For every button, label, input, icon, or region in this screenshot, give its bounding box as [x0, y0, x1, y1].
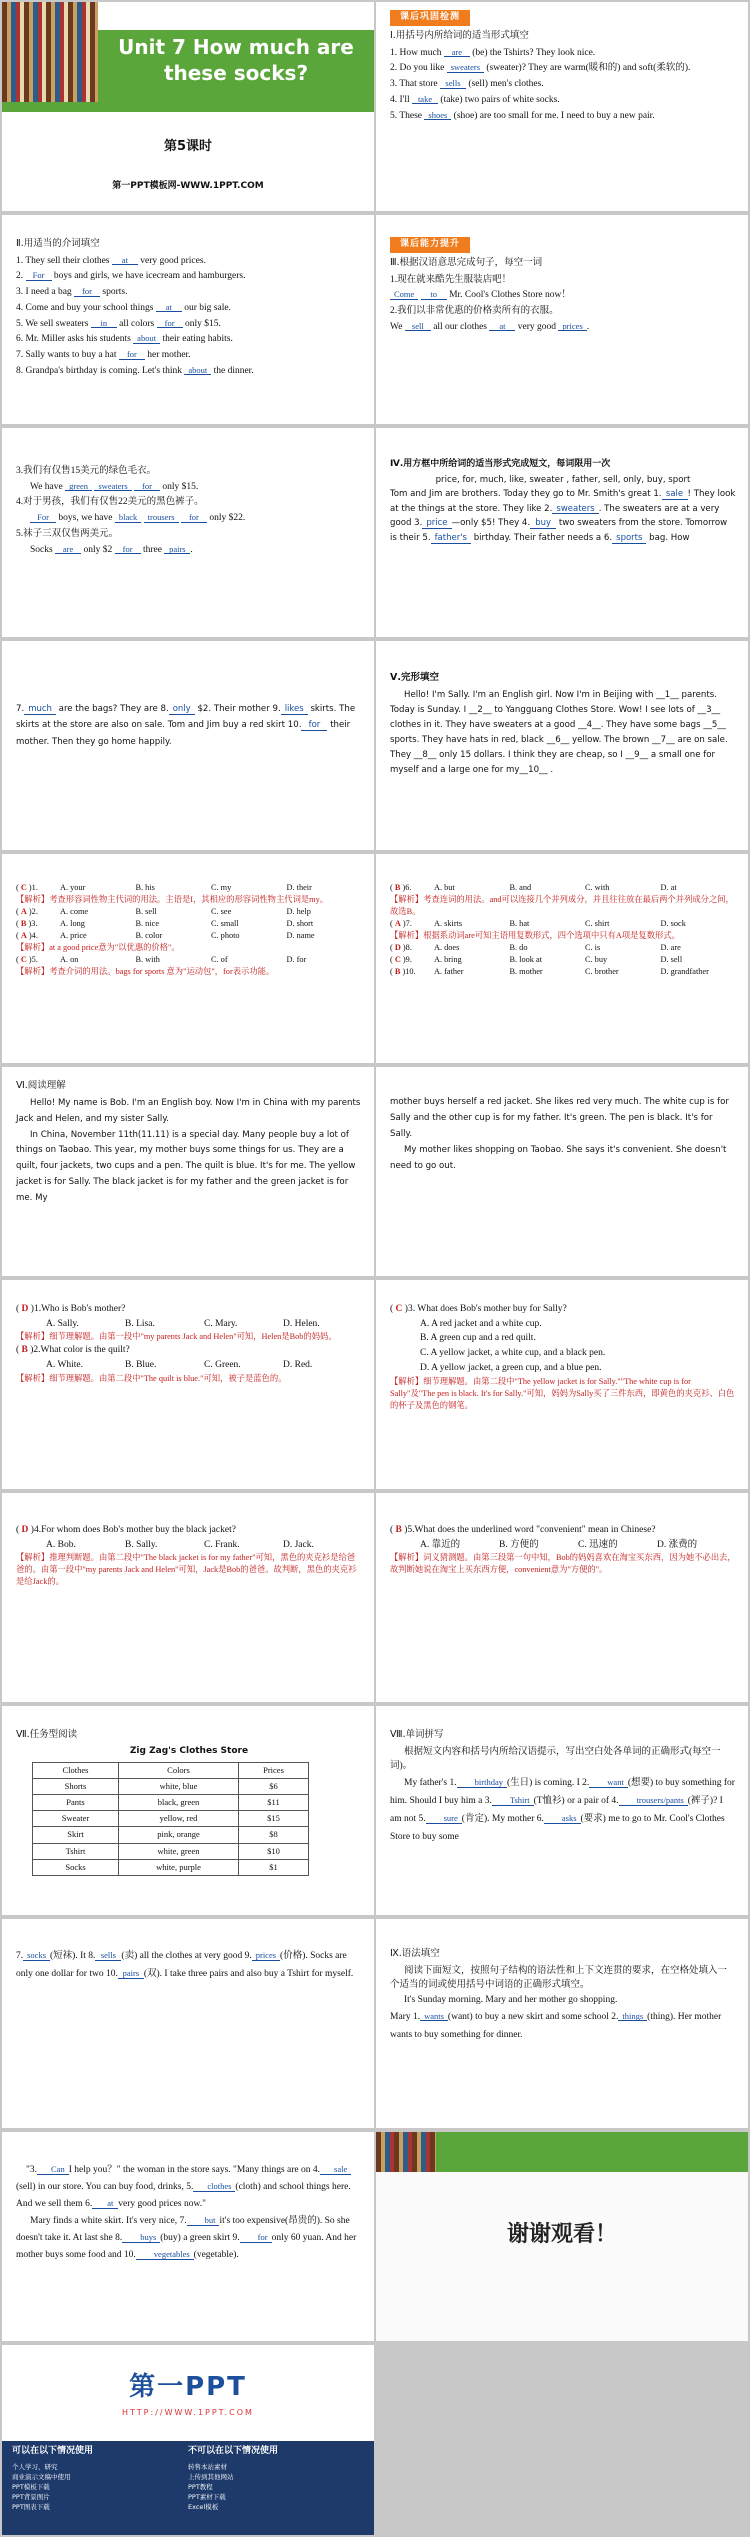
sentence-cn: 2.我们以非常优惠的价格卖所有的衣服。	[390, 306, 559, 317]
section-heading: Ⅰ.用括号内所给词的适当形式填空	[390, 29, 529, 41]
sentence-cn: 3.我们有仅售15美元的绿色毛衣。	[16, 466, 157, 476]
instructions: 阅读下面短文，按照句子结构的语法性和上下文连贯的要求，在空格处填入一个适当的词或使用括号中词语的正确形式填空。	[390, 1965, 728, 1991]
question: ( B )6. A. but B. and C. with D. at	[390, 883, 677, 892]
lesson-label: 第5课时	[163, 139, 213, 154]
question: ( A )7. A. skirts B. hat C. shirt D. sock	[390, 919, 686, 929]
table-row: Pants black, green $11	[33, 1795, 309, 1811]
sentence-en: We have green sweaters for only $15.	[30, 480, 199, 492]
bookshelf-image	[2, 2, 98, 102]
title: Unit 7 How much are these socks?	[118, 35, 354, 85]
passage: 7. socks (短袜). It 8. sells (卖) all the clothes at very good 9. prices (价格). Socks are only one dollar for two 10. pairs (双). I take three pairs and also buy a Tshirt for myself.	[16, 1950, 354, 1980]
question: ( B )5.What does the underlined word "convenient" mean in Chinese?	[390, 1525, 656, 1535]
title-band	[98, 30, 374, 112]
options: A. Sally. B. Lisa. C. Mary. D. Helen.	[46, 1318, 320, 1329]
slide-reading-q4	[2, 1493, 374, 1702]
question: ( D )1.Who is Bob's mother?	[16, 1304, 126, 1314]
explanation: 【解析】考查形容词性物主代词的用法。主语是I，其相应的形容词性物主代词是my。	[16, 895, 329, 905]
section-heading: Ⅷ.单词拼写	[390, 1729, 444, 1740]
options: A. Bob. B. Sally. C. Frank. D. Jack.	[46, 1539, 314, 1550]
options: A. White. B. Blue. C. Green. D. Red.	[46, 1360, 313, 1371]
list-item: 5. We sell sweaters in all colors for only $15.	[16, 317, 221, 329]
paragraph: In China, November 11th(11.11) is a special day. Many people buy a lot of things on Taobao. This year, my mother buys some things for us. They are a quilt, four jackets, two cups and a pen. The quilt is blue. It's for me. The yellow jacket is for Sally. The black jacket is for my father and the green jacket is for me. My	[16, 1129, 356, 1204]
slide-exercise-5	[376, 428, 748, 637]
explanation: 【解析】at a good price意为"以优惠的价格"。	[16, 943, 180, 953]
option: B. A green cup and a red quilt.	[420, 1333, 536, 1344]
section-heading: Ⅴ.完形填空	[390, 672, 439, 683]
banner: 课后巩固检测	[390, 10, 470, 26]
instructions: 根据短文内容和括号内所给汉语提示，写出空白处各单词的正确形式(每空一词)。	[390, 1746, 721, 1772]
explanation: 【解析】考查连词的用法。and可以连接几个并列成分，并且往往放在最后两个并列成分之间，故选B。	[390, 895, 734, 917]
question: ( B )10. A. father B. mother C. brother D. grandfather	[390, 967, 709, 977]
site-url: HTTP://WWW.1PPT.COM	[122, 2408, 254, 2418]
slide-reading-q1	[2, 1280, 374, 1489]
thanks-text: 谢谢观看！	[506, 2222, 617, 2247]
passage: Mary finds a white skirt. It's very nice, 7. but it's too expensive(昂贵的). So she doesn't take it. At last she 8. buys (buy) a green skirt 9. for only 60 yuan. And her mother buys some food and 10. vegetables (vegetable).	[16, 2215, 357, 2261]
section-heading: Ⅸ.语法填空	[390, 1948, 440, 1959]
list-item: 6. Mr. Miller asks his students about their eating habits.	[16, 333, 233, 345]
list-item: 7. Sally wants to buy a hat for her mother.	[16, 349, 191, 361]
question: ( B )2.What color is the quilt?	[16, 1345, 130, 1356]
explanation: 【解析】根据系动词are可知主语用复数形式，四个选项中只有A项是复数形式。	[390, 931, 680, 941]
explanation: 【解析】细节理解题。由第二段中"The quilt is blue."可知，被子是蓝色的。	[16, 1373, 287, 1383]
slide-exercise-4	[2, 428, 374, 637]
slide-title	[2, 2, 374, 211]
word-box: price, for, much, like, sweater , father, sell, only, buy, sport	[435, 474, 691, 485]
slide-exercise-5b	[2, 641, 374, 850]
slide-exercise-1	[376, 2, 748, 211]
table-caption: Zig Zag's Clothes Store	[129, 1745, 249, 1756]
question: ( A )2. A. come B. sell C. see D. help	[16, 907, 311, 917]
slide-ad	[2, 2345, 374, 2535]
slide-reading-q5	[376, 1493, 748, 1702]
list-item: 2. Do you like sweaters (sweater)? They are warm(暖和的) and soft(柔软的).	[390, 62, 691, 74]
passage: "3. Can I help you？" the woman in the store says. "Many things are on 4. sale(sell) in our store. You can buy food, drinks, 5. clothes (cloth) and school things here. And we sell them 6. at very good prices now."	[16, 2164, 351, 2210]
usage-panel: 可以在以下情况使用 个人学习、研究 商业演示文稿中使用 PPT模板下载 PPT背景图片 PPT图表下载 不可以在以下情况使用 转售本站素材 上传到其他网站 PPT教程 PPT素材下载 Excel模板	[2, 2441, 374, 2535]
slide-grammar	[376, 1919, 748, 2128]
passage: Mary 1. wants (want) to buy a new skirt and some school 2. things (thing). Her mother wants to buy something for dinner.	[390, 2010, 722, 2040]
option: D. A yellow jacket, a green cup, and a blue pen.	[420, 1362, 602, 1373]
table-row: Sweater yellow, red $15	[33, 1811, 309, 1827]
price-table: Clothes Colors Prices Shorts white, blue $6 Pants black, green $11 Sweater yellow, red $15 Skirt pink, orange $8 Tshirt white, green $10 Socks white, purple $1	[32, 1762, 309, 1876]
explanation: 【解析】词义猜测题。由第三段第一句中知，Bob的妈妈喜欢在淘宝买东西，因为她不必出去，故判断她说在淘宝上买东西方便，convenient意为"方便的"。	[390, 1553, 736, 1575]
slide-spelling	[376, 1706, 748, 1915]
question: ( C )5. A. on B. with C. of D. for	[16, 955, 307, 965]
passage: Tom and Jim are brothers. Today they go to Mr. Smith's great 1. sale ! They look at the things at the store. They like 2. sweaters . The sweaters are at a very good 3. price —only $5! They 4. buy two sweaters from the store. Tomorrow is their 5. father's birthday. Their father needs a 6. sports bag. How	[390, 489, 736, 544]
slide-cloze	[376, 641, 748, 850]
section-heading: Ⅲ.根据汉语意思完成句子，每空一词	[390, 256, 543, 268]
table-row: Tshirt white, green $10	[33, 1843, 309, 1859]
section-heading: Ⅳ.用方框中所给词的适当形式完成短文，每词限用一次	[390, 459, 611, 469]
slide-exercise-2	[2, 215, 374, 424]
list-item: 5. These shoes (shoe) are too small for me. I need to buy a new pair.	[390, 109, 655, 121]
list-item: 1. They sell their clothes at very good prices.	[16, 254, 206, 266]
explanation: 【解析】考查介词的用法。bags for sports 意为"运动包"，for表示功能。	[16, 967, 275, 977]
section-heading: Ⅱ.用适当的介词填空	[16, 238, 100, 249]
paragraph: My mother likes shopping on Taobao. She says it's convenient. She doesn't need to go out.	[390, 1144, 727, 1171]
sentence-cn: 5.袜子三双仅售两美元。	[16, 528, 119, 539]
logo: 第一PPT	[129, 2372, 247, 2402]
slide-spelling-2	[2, 1919, 374, 2128]
explanation: 【解析】细节理解题。由第一段中"my parents Jack and Helen"可知，Helen是Bob的妈妈。	[16, 1332, 337, 1342]
options: A. 靠近的 B. 方便的 C. 迅速的 D. 涨费的	[420, 1539, 698, 1550]
list-item: 8. Grandpa's birthday is coming. Let's think about the dinner.	[16, 364, 254, 376]
sentence-en: For boys, we have black trousers for only $22.	[16, 511, 362, 526]
slide-grammar-2	[2, 2132, 374, 2341]
list-item: 2. For boys and girls, we have icecream and hamburgers.	[16, 270, 246, 282]
sentence-cn: 1.现在就来酷先生服装店吧！	[390, 274, 512, 285]
list-item: 3. I need a bag for sports.	[16, 286, 128, 298]
slide-exercise-3	[376, 215, 748, 424]
explanation: 【解析】推理判断题。由第二段中"The black jacket is for my father"可知，黑色的夹克衫是给爸爸的。由第一段中"my parents Jack and Helen"可知，Jack是Bob的爸爸。故判断，黑色的夹克衫是给Jack的。	[16, 1553, 357, 1587]
slide-cloze-answers-1	[2, 854, 374, 1063]
passage: My father's 1. birthday (生日) is coming. I 2. want (想要) to buy something for him. Should I buy him a 3. Tshirt (T恤衫) or a pair of 4. trousers/pants (裤子)? I am not 5. sure (肯定). My mother 6. asks (要求) me to go to Mr. Cool's Clothes Store to buy some	[390, 1777, 735, 1843]
question: ( C )9. A. bring B. look at C. buy D. sell	[390, 955, 683, 965]
site-label: 第一PPT模板网-WWW.1PPT.COM	[112, 181, 264, 191]
paragraph: It's Sunday morning. Mary and her mother go shopping.	[404, 1995, 618, 2006]
table-row: Shorts white, blue $6	[33, 1778, 309, 1794]
question: ( A )4. A. price B. color C. photo D. name	[16, 931, 315, 941]
section-heading: Ⅶ.任务型阅读	[16, 1729, 78, 1740]
question: ( C )1. A. your B. his C. my D. their	[16, 883, 312, 892]
paragraph: Hello! My name is Bob. I'm an English boy. Now I'm in China with my parents Jack and Helen, and my sister Sally.	[16, 1097, 361, 1124]
section-heading: Ⅵ.阅读理解	[16, 1080, 66, 1091]
list-item: 3. That store sells (sell) men's clothes.	[390, 78, 544, 90]
bookshelf-image	[376, 2132, 436, 2172]
sentence-cn: 4.对于男孩，我们有仅售22美元的黑色裤子。	[16, 497, 204, 508]
banner: 课后能力提升	[390, 237, 470, 253]
paragraph: mother buys herself a red jacket. She likes red very much. The white cup is for Sally and the other cup is for my father. It's green. The pen is black. It's for Sally.	[390, 1097, 729, 1139]
list-item: 4. Come and buy your school things at our big sale.	[16, 301, 231, 313]
slide-cloze-answers-2	[376, 854, 748, 1063]
table-row: Skirt pink, orange $8	[33, 1827, 309, 1843]
explanation: 【解析】细节理解题。由第二段中"The yellow jacket is for Sally.""The white cup is for Sally"及"The pen is black. It's for Sally."可知，妈妈为Sally买了三件东西，即黄色的夹克衫、白色的杯子及黑色的钢笔。	[390, 1376, 735, 1410]
question: ( D )4.For whom does Bob's mother buy the black jacket?	[16, 1525, 236, 1535]
passage: 7. much are the bags? They are 8. only $2. Their mother 9. likes skirts. The skirts at the store are also on sale. Tom and Jim buy a red skirt 10. for their mother. Then they go home happily.	[16, 704, 356, 747]
slide-task-reading	[2, 1706, 374, 1915]
sentence-en: Socks are only $2 for three pairs .	[30, 543, 193, 555]
list-item: 4. I'll take (take) two pairs of white socks.	[390, 93, 560, 105]
option: A. A red jacket and a white cup.	[420, 1318, 542, 1329]
sentence-en: Come to Mr. Cool's Clothes Store now！	[390, 288, 736, 303]
option: C. A yellow jacket, a white cup, and a black pen.	[420, 1348, 606, 1359]
question: ( B )3. A. long B. nice C. small D. short	[16, 919, 314, 929]
table-row: Socks white, purple $1	[33, 1859, 309, 1875]
slide-reading-q3	[376, 1280, 748, 1489]
passage: Hello! I'm Sally. I'm an English girl. Now I'm in Beijing with __1__ parents. Today is Sunday. I __2__ to Yangguang Clothes Store. Wow! I see lots of __3__ clothes in it. They have sweaters at a good __4__. They have some bags __5__ sports. They have hats in red, black __6__ yellow. The brown __7__ are on sale. They __8__ only 15 dollars. I think they are cheap, so I __9__ a small one for myself and a large one for my__10__ .	[390, 689, 728, 775]
list-item: 1. How much are (be) the Tshirts? They look nice.	[390, 46, 596, 58]
question: ( C )3. What does Bob's mother buy for Sally?	[390, 1304, 567, 1314]
slide-reading	[2, 1067, 374, 1276]
question: ( D )8. A. does B. do C. is D. are	[390, 943, 681, 953]
slide-thanks	[376, 2132, 748, 2341]
slide-reading-2	[376, 1067, 748, 1276]
sentence-en: We sell all our clothes at very good prices .	[390, 320, 590, 332]
